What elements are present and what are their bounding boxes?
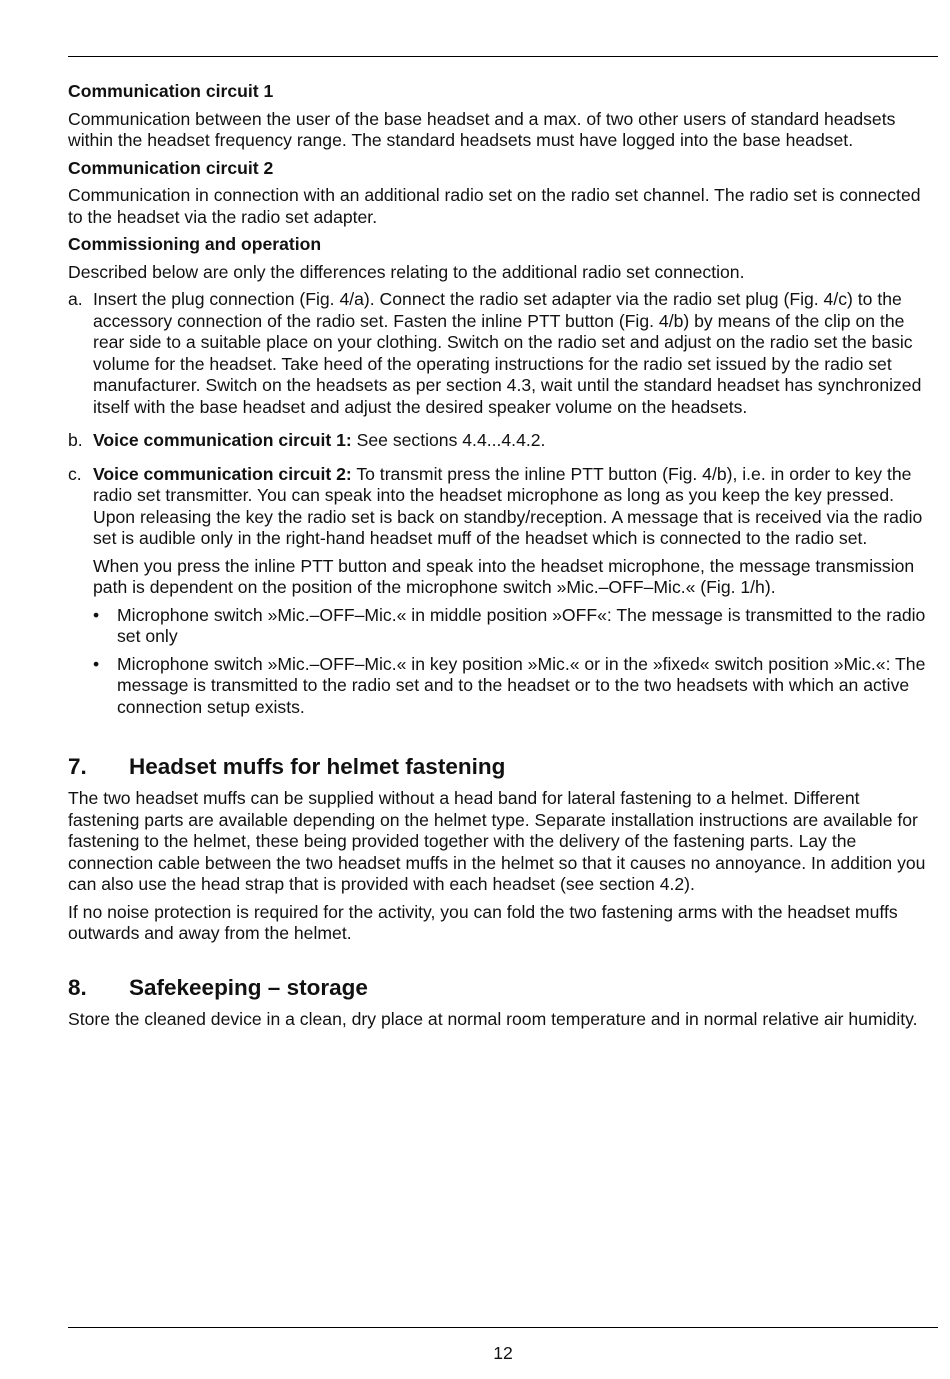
section-8-title: Safekeeping – storage <box>129 974 368 1000</box>
section-7-paragraph-2: If no noise protection is required for the activity, you can fold the two fastening arms with the headset muffs outwards and away from the helmet. <box>68 901 898 943</box>
list-marker-c: c. <box>68 463 82 484</box>
list-item-c-text: To transmit press the inline PTT button (Fig. 4/b), i.e. in order to key the radio set transmitter. You can speak into the headset microphone as long as you keep the key pressed. Upon releasing the key the radio set is back on standby/reception. A message that is received via the radio set is audible only in the right-hand headset muff of the headset which is connected to the radio set. <box>93 463 923 548</box>
list-item-c-bold: Voice communication circuit 2: <box>93 463 352 484</box>
bullet-marker: • <box>93 653 100 674</box>
list-marker-a: a. <box>68 289 83 309</box>
header-rule <box>68 56 938 57</box>
section-8-number: 8. <box>68 974 87 1000</box>
list-item-b-paragraph <box>93 430 545 452</box>
bullet-marker: • <box>93 604 100 625</box>
list-item-b <box>68 430 930 458</box>
section-8-heading <box>68 975 930 1001</box>
heading-communication-circuit-1: Communication circuit 1 <box>68 81 274 101</box>
section-7-number: 7. <box>68 754 87 779</box>
bullet-item <box>93 605 930 648</box>
section-7-title: Headset muffs for helmet fastening <box>129 754 506 779</box>
page-content <box>68 81 930 1036</box>
list-item-a-text: Insert the plug connection (Fig. 4/a). Connect the radio set adapter via the radio set plug (Fig. 4/c) to the accessory connection of the radio set. Fasten the inline PTT button (Fig. 4/b) by means of the clip on the rear side to a suitable place on your clothing. Switch on the radio set and adjust on the radio set the basic volume for the headset. Take heed of the operating instructions for the radio set issued by the radio set manufacturer. Switch on the headsets as per section 4.3, wait until the standard headset has synchronized itself with the base headset and adjust the desired speaker volume on the headsets. <box>93 289 922 417</box>
section-7-paragraph-1: The two headset muffs can be supplied without a head band for lateral fastening to a helmet. Different fastening parts are available depending on the helmet type. Separate installation instructions are available for fastening to the helmet, these being provided together with the delivery of the fastening parts. Lay the connection cable between the two headset muffs in the helmet so that it causes no annoyance. In addition you can also use the head strap that is provided with each headset (see section 4.2). <box>68 788 926 894</box>
paragraph-communication-circuit-1: Communication between the user of the base headset and a max. of two other users of standard headsets within the headset frequency range. The standard headsets must have logged into the base headset. <box>68 108 896 150</box>
list-marker-b: b. <box>68 430 83 450</box>
list-item-c <box>68 464 930 725</box>
heading-commissioning-operation: Commissioning and operation <box>68 234 322 254</box>
page-number: 12 <box>493 1343 513 1363</box>
paragraph-commissioning-operation: Described below are only the differences relating to the additional radio set connection. <box>68 261 745 282</box>
bullet-item <box>93 654 930 719</box>
list-item-b-bold: Voice communication circuit 1: <box>93 430 352 450</box>
list-item-b-text: See sections 4.4...4.4.2. <box>351 430 546 450</box>
footer-rule <box>68 1327 938 1328</box>
section-8-paragraph-1: Store the cleaned device in a clean, dry place at normal room temperature and in normal relative air humidity. <box>68 1008 918 1029</box>
list-item-c-paragraph <box>93 464 930 550</box>
list-item-a <box>68 289 930 424</box>
paragraph-communication-circuit-2: Communication in connection with an additional radio set on the radio set channel. The radio set is connected to the headset via the radio set adapter. <box>68 185 921 227</box>
section-7-heading <box>68 754 930 780</box>
list-item-c-paragraph-2: When you press the inline PTT button and speak into the headset microphone, the message transmission path is dependent on the position of the microphone switch »Mic.–OFF–Mic.« (Fig. 1/h). <box>93 555 915 597</box>
bullet-list <box>93 605 930 719</box>
bullet-text: Microphone switch »Mic.–OFF–Mic.« in middle position »OFF«: The message is transmitted to the radio set only <box>117 604 926 646</box>
heading-communication-circuit-2: Communication circuit 2 <box>68 157 274 178</box>
bullet-text: Microphone switch »Mic.–OFF–Mic.« in key position »Mic.« or in the »fixed« switch position »Mic.«: The message is transmitted to the radio set and to the headset or to the two headsets with which an active connection setup exists. <box>117 653 926 717</box>
